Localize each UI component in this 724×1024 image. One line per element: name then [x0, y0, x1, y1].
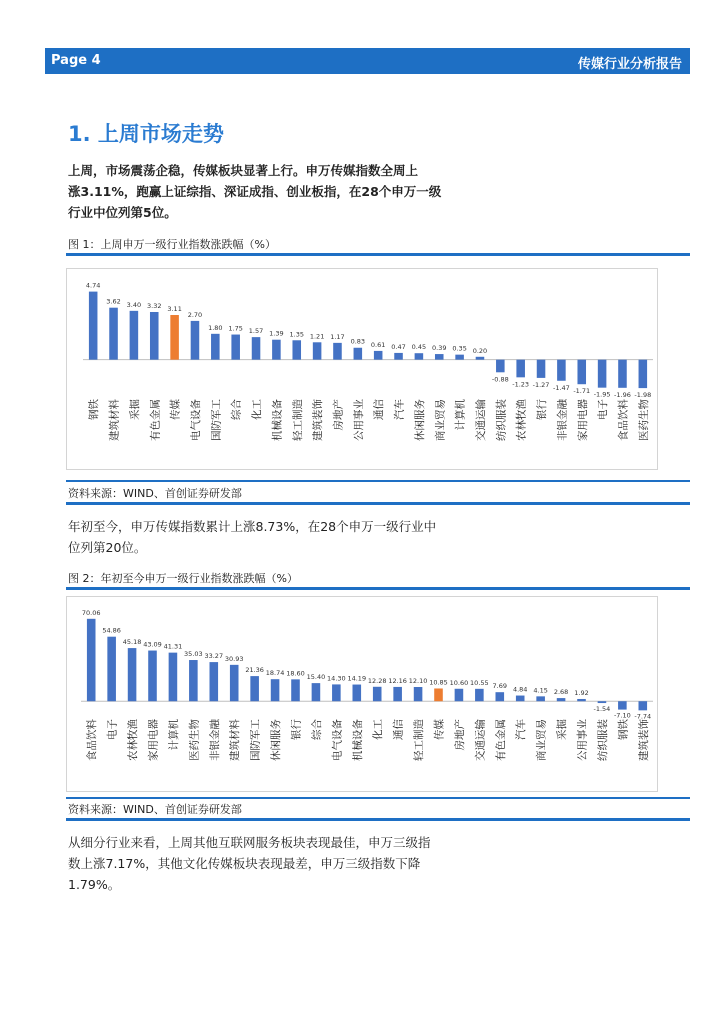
- category-label: 公用事业: [576, 719, 589, 761]
- bar: [189, 660, 198, 701]
- bar: [109, 308, 118, 360]
- data-label: 35.03: [184, 650, 203, 659]
- data-label: 14.19: [347, 674, 367, 683]
- data-label: 1.39: [269, 329, 284, 338]
- figure-2-source: 资料来源：WIND、首创证券研发部: [68, 803, 242, 816]
- bar: [434, 688, 443, 701]
- data-label: 1.80: [208, 323, 223, 332]
- category-label: 采掘: [128, 399, 141, 420]
- category-label: 建筑装饰: [637, 719, 650, 761]
- category-label: 轻工制造: [413, 719, 426, 761]
- category-label: 建筑材料: [108, 399, 121, 441]
- data-label: 0.20: [472, 346, 488, 355]
- data-label: -1.96: [614, 390, 631, 399]
- category-label: 电气设备: [189, 399, 202, 441]
- bar: [415, 353, 424, 359]
- data-label: 0.39: [432, 344, 447, 353]
- bar: [638, 701, 647, 710]
- category-label: 通信: [392, 719, 405, 740]
- category-label: 银行: [290, 719, 303, 740]
- data-label: -1.98: [634, 391, 652, 400]
- category-label: 汽车: [515, 719, 528, 740]
- data-label: 4.15: [533, 686, 548, 695]
- category-label: 非银金融: [208, 719, 221, 761]
- bar: [332, 684, 341, 701]
- paragraph-3: [68, 832, 468, 895]
- category-label: 机械设备: [271, 399, 284, 441]
- bar: [557, 698, 566, 701]
- figure-1-chart: [66, 268, 658, 470]
- bar: [639, 360, 648, 388]
- report-title: 传媒行业分析报告: [577, 57, 682, 72]
- category-label: 房地产: [453, 719, 466, 751]
- bar: [292, 340, 301, 359]
- bar: [394, 353, 403, 360]
- paragraph-2-line: 位列第20位。: [68, 540, 147, 555]
- category-label: 非银金融: [556, 398, 569, 441]
- data-label: 15.40: [306, 673, 326, 682]
- bar: [128, 648, 137, 701]
- data-label: -7.10: [613, 711, 631, 720]
- data-label: -0.88: [491, 375, 509, 384]
- figure-2-bottom-rule: [66, 797, 690, 799]
- bar: [252, 337, 261, 360]
- paragraph-3-line: 1.79%。: [68, 877, 121, 892]
- category-label: 公用事业: [352, 399, 365, 441]
- figure-2-top-rule: [66, 587, 690, 590]
- category-label: 综合: [310, 719, 323, 740]
- data-label: 1.17: [330, 332, 345, 341]
- data-label: 12.16: [388, 676, 407, 685]
- data-label: 41.31: [163, 642, 183, 651]
- figure-1-source: 资料来源：WIND、首创证券研发部: [68, 487, 242, 500]
- category-label: 建筑材料: [229, 719, 242, 761]
- bar: [230, 665, 239, 701]
- data-label: 12.10: [408, 677, 428, 685]
- data-label: 70.06: [81, 608, 101, 617]
- bar: [107, 637, 116, 702]
- bar: [333, 343, 342, 360]
- category-label: 建筑装饰: [312, 399, 325, 441]
- bar: [148, 651, 157, 702]
- category-label: 化工: [251, 399, 264, 420]
- category-label: 机械设备: [351, 719, 364, 761]
- bar: [271, 679, 280, 701]
- data-label: 30.93: [224, 654, 244, 663]
- data-label: -1.54: [593, 705, 611, 714]
- category-label: 休闲服务: [413, 399, 426, 441]
- bar: [89, 292, 98, 360]
- category-label: 房地产: [332, 399, 345, 431]
- page-header: [45, 48, 690, 74]
- bar: [536, 696, 545, 701]
- category-label: 传媒: [169, 399, 182, 420]
- data-label: 21.36: [245, 666, 264, 675]
- category-label: 采掘: [556, 719, 569, 740]
- bar: [150, 312, 159, 360]
- paragraph-1-line: 行业中位列第5位。: [68, 205, 177, 220]
- bar: [618, 360, 627, 388]
- bar: [495, 692, 504, 701]
- chart-1-svg: [67, 269, 657, 469]
- figure-1-top-rule: [66, 253, 690, 256]
- category-label: 农林牧渔: [515, 399, 528, 441]
- bar: [598, 360, 607, 388]
- category-label: 纺织服装: [596, 719, 609, 761]
- bar: [130, 311, 139, 360]
- category-label: 化工: [372, 719, 385, 740]
- data-label: 7.69: [492, 682, 508, 691]
- data-label: 54.86: [102, 626, 121, 635]
- data-label: 0.61: [370, 340, 386, 349]
- category-label: 汽车: [393, 399, 406, 420]
- bar: [272, 340, 281, 360]
- category-label: 休闲服务: [270, 719, 283, 761]
- data-label: 2.70: [187, 310, 203, 319]
- bar: [313, 342, 322, 359]
- data-label: 3.11: [167, 305, 182, 314]
- bar: [496, 360, 505, 373]
- data-label: 18.74: [265, 669, 285, 678]
- bar: [191, 321, 200, 360]
- data-label: -1.47: [552, 383, 570, 392]
- bar: [577, 699, 586, 701]
- data-label: 1.92: [574, 688, 589, 697]
- bar: [312, 683, 321, 701]
- data-label: -1.95: [593, 390, 611, 399]
- figure-1-source-rule: [66, 502, 690, 505]
- bar: [455, 355, 464, 360]
- data-label: 0.83: [350, 337, 366, 346]
- bar: [374, 351, 383, 360]
- bar: [170, 315, 179, 360]
- category-label: 传媒: [433, 719, 446, 740]
- data-label: 45.18: [122, 638, 142, 647]
- bar: [373, 687, 382, 701]
- bar: [231, 335, 240, 360]
- data-label: -7.74: [634, 712, 652, 721]
- bar: [516, 696, 525, 702]
- bar: [169, 653, 178, 702]
- category-label: 有色金属: [494, 719, 507, 761]
- category-label: 交通运输: [474, 719, 487, 761]
- paragraph-1: [68, 160, 468, 223]
- data-label: 43.09: [143, 640, 162, 649]
- figure-1-bottom-rule: [66, 480, 690, 482]
- chart-2-svg: [67, 597, 657, 791]
- bar: [352, 685, 361, 702]
- bar: [393, 687, 402, 701]
- bar: [435, 354, 444, 360]
- data-label: 10.55: [470, 678, 489, 687]
- data-label: 1.57: [248, 327, 264, 336]
- category-label: 交通运输: [474, 399, 487, 441]
- category-label: 计算机: [167, 719, 180, 751]
- paragraph-1-line: 上周，市场震荡企稳，传媒板块显著上行。申万传媒指数全周上: [68, 163, 419, 178]
- figure-2-title: 图 2：年初至今申万一级行业指数涨跌幅（%）: [68, 572, 298, 585]
- bar: [598, 701, 607, 703]
- bar: [87, 619, 96, 701]
- bar: [414, 687, 423, 701]
- bar: [455, 689, 464, 701]
- data-label: 4.84: [512, 685, 528, 694]
- data-label: -1.71: [573, 387, 591, 396]
- figure-1-title: 图 1：上周申万一级行业指数涨跌幅（%）: [68, 238, 276, 251]
- data-label: 3.62: [106, 297, 121, 306]
- figure-2-chart: [66, 596, 658, 792]
- data-label: 12.28: [367, 676, 387, 685]
- data-label: 14.30: [327, 674, 346, 683]
- bar: [250, 676, 259, 701]
- bar: [516, 360, 525, 378]
- paragraph-2-line: 年初至今，申万传媒指数累计上涨8.73%，在28个申万一级行业中: [68, 519, 437, 534]
- category-label: 国防军工: [249, 719, 262, 761]
- category-label: 有色金属: [149, 399, 162, 441]
- category-label: 通信: [373, 399, 386, 420]
- data-label: -1.27: [532, 380, 550, 389]
- bar: [577, 360, 586, 385]
- category-label: 家用电器: [576, 399, 589, 441]
- category-label: 钢铁: [88, 399, 101, 420]
- section-title: 1. 上周市场走势: [68, 122, 224, 146]
- paragraph-1-line: 涨3.11%，跑赢上证综指、深证成指、创业板指，在28个申万一级: [68, 184, 442, 199]
- bar: [211, 334, 220, 360]
- category-label: 国防军工: [210, 399, 223, 441]
- data-label: 18.60: [286, 669, 305, 678]
- data-label: 1.21: [309, 332, 325, 341]
- category-label: 轻工制造: [291, 399, 304, 441]
- bar: [476, 357, 485, 360]
- category-label: 银行: [536, 399, 549, 420]
- category-label: 钢铁: [617, 719, 630, 740]
- data-label: 4.74: [85, 281, 101, 290]
- paragraph-3-line: 从细分行业来看，上周其他互联网服务板块表现最佳，申万三级指: [68, 835, 431, 850]
- category-label: 医药生物: [637, 399, 650, 441]
- data-label: 10.60: [449, 678, 469, 687]
- bar: [557, 360, 566, 381]
- data-label: 33.27: [204, 652, 224, 661]
- data-label: 0.45: [411, 343, 427, 352]
- bar: [618, 701, 627, 709]
- data-label: 2.68: [553, 688, 569, 697]
- category-label: 商业贸易: [434, 399, 447, 441]
- data-label: 0.47: [391, 342, 406, 351]
- data-label: 1.35: [289, 330, 304, 339]
- category-label: 电气设备: [331, 719, 344, 761]
- figure-2-source-rule: [66, 818, 690, 821]
- category-label: 纺织服装: [495, 399, 508, 441]
- data-label: -1.23: [512, 380, 530, 389]
- bar: [475, 689, 484, 701]
- category-label: 电子: [106, 719, 119, 740]
- paragraph-2: [68, 516, 468, 558]
- data-label: 3.32: [147, 301, 162, 310]
- page-number: Page 4: [51, 53, 101, 68]
- category-label: 家用电器: [147, 719, 160, 761]
- bar: [291, 679, 300, 701]
- category-label: 农林牧渔: [127, 719, 140, 761]
- bar: [537, 360, 546, 378]
- bar: [209, 662, 218, 701]
- paragraph-3-line: 数上涨7.17%，其他文化传媒板块表现最差，申万三级指数下降: [68, 856, 421, 871]
- category-label: 电子: [597, 399, 610, 420]
- category-label: 计算机: [454, 399, 467, 431]
- data-label: 10.85: [429, 678, 448, 687]
- category-label: 食品饮料: [617, 399, 630, 441]
- bar: [354, 348, 363, 360]
- category-label: 食品饮料: [86, 719, 99, 761]
- category-label: 综合: [230, 399, 243, 420]
- data-label: 1.75: [228, 324, 243, 333]
- category-label: 商业贸易: [535, 719, 548, 761]
- data-label: 0.35: [452, 344, 467, 353]
- data-label: 3.40: [126, 300, 142, 309]
- category-label: 医药生物: [188, 719, 201, 761]
